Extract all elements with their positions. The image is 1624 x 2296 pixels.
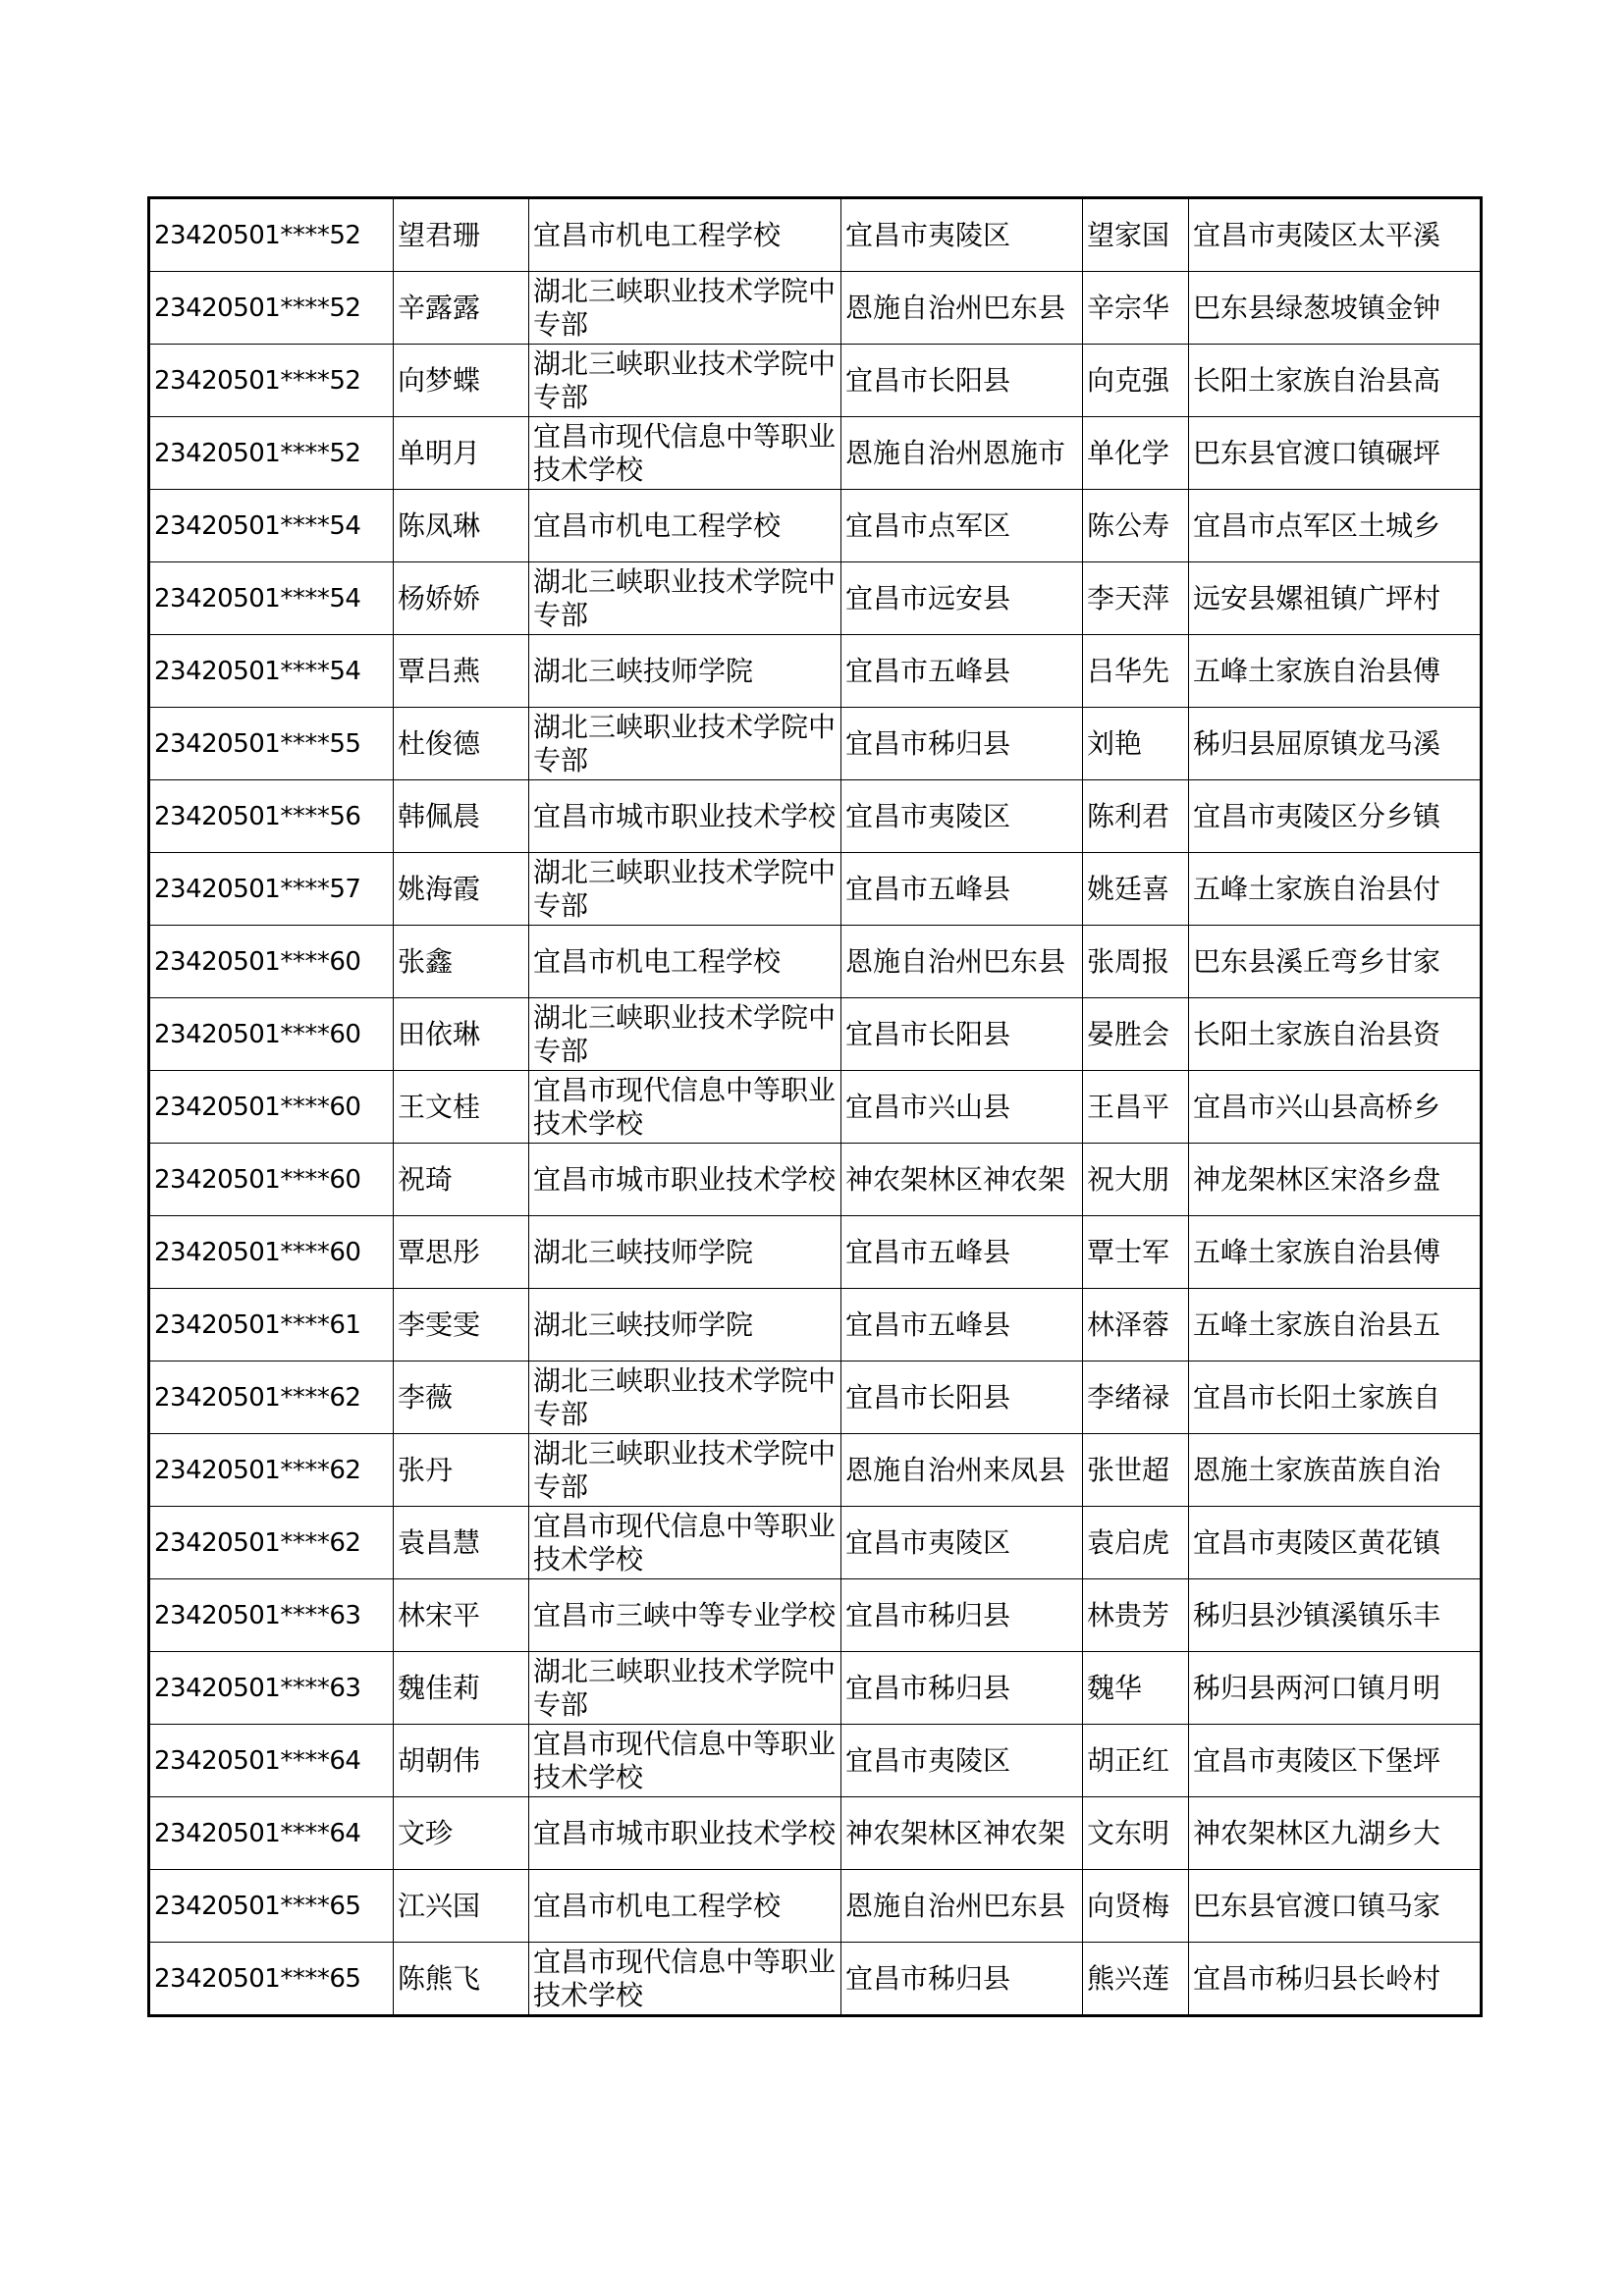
cell-id-number: 23420501****64 <box>149 1725 394 1797</box>
cell-address: 五峰土家族自治县傅 <box>1189 1216 1482 1289</box>
cell-guardian-name: 王昌平 <box>1083 1071 1189 1144</box>
table-row <box>149 1434 1482 1507</box>
cell-student-name: 林宋平 <box>394 1579 529 1652</box>
cell-school-name: 宜昌市三峡中等专业学校 <box>529 1579 841 1652</box>
table-row <box>149 1725 1482 1797</box>
cell-id-number: 23420501****54 <box>149 562 394 635</box>
cell-id-number: 23420501****61 <box>149 1289 394 1362</box>
cell-home-region: 宜昌市长阳县 <box>841 998 1083 1071</box>
cell-school-name: 湖北三峡职业技术学院中专部 <box>529 345 841 417</box>
cell-student-name: 单明月 <box>394 417 529 490</box>
cell-home-region: 神农架林区神农架 <box>841 1144 1083 1216</box>
cell-home-region: 宜昌市秭归县 <box>841 1943 1083 2016</box>
cell-id-number: 23420501****65 <box>149 1870 394 1943</box>
cell-student-name: 李雯雯 <box>394 1289 529 1362</box>
cell-student-name: 望君珊 <box>394 198 529 272</box>
cell-guardian-name: 吕华先 <box>1083 635 1189 708</box>
table-row <box>149 562 1482 635</box>
table-row <box>149 926 1482 998</box>
cell-address: 宜昌市夷陵区黄花镇 <box>1189 1507 1482 1579</box>
cell-school-name: 宜昌市城市职业技术学校 <box>529 1144 841 1216</box>
cell-address: 长阳土家族自治县资 <box>1189 998 1482 1071</box>
cell-id-number: 23420501****65 <box>149 1943 394 2016</box>
cell-school-name: 宜昌市现代信息中等职业技术学校 <box>529 1507 841 1579</box>
cell-home-region: 宜昌市五峰县 <box>841 1216 1083 1289</box>
cell-id-number: 23420501****62 <box>149 1434 394 1507</box>
cell-address: 五峰土家族自治县傅 <box>1189 635 1482 708</box>
cell-home-region: 宜昌市兴山县 <box>841 1071 1083 1144</box>
table-row <box>149 1579 1482 1652</box>
cell-id-number: 23420501****60 <box>149 1144 394 1216</box>
cell-address: 恩施土家族苗族自治 <box>1189 1434 1482 1507</box>
cell-address: 巴东县溪丘弯乡甘家 <box>1189 926 1482 998</box>
cell-home-region: 宜昌市秭归县 <box>841 1652 1083 1725</box>
cell-guardian-name: 祝大朋 <box>1083 1144 1189 1216</box>
student-table-container <box>147 196 1483 2017</box>
cell-id-number: 23420501****63 <box>149 1652 394 1725</box>
cell-home-region: 恩施自治州来凤县 <box>841 1434 1083 1507</box>
cell-school-name: 湖北三峡技师学院 <box>529 1289 841 1362</box>
cell-guardian-name: 文东明 <box>1083 1797 1189 1870</box>
table-row <box>149 708 1482 780</box>
cell-home-region: 宜昌市点军区 <box>841 490 1083 562</box>
table-row <box>149 1144 1482 1216</box>
cell-school-name: 宜昌市机电工程学校 <box>529 1870 841 1943</box>
table-row <box>149 635 1482 708</box>
cell-school-name: 湖北三峡职业技术学院中专部 <box>529 562 841 635</box>
cell-school-name: 宜昌市现代信息中等职业技术学校 <box>529 417 841 490</box>
cell-home-region: 宜昌市夷陵区 <box>841 198 1083 272</box>
table-row <box>149 1870 1482 1943</box>
cell-guardian-name: 姚廷喜 <box>1083 853 1189 926</box>
cell-id-number: 23420501****60 <box>149 1216 394 1289</box>
cell-guardian-name: 向克强 <box>1083 345 1189 417</box>
cell-student-name: 胡朝伟 <box>394 1725 529 1797</box>
cell-school-name: 宜昌市现代信息中等职业技术学校 <box>529 1725 841 1797</box>
cell-student-name: 江兴国 <box>394 1870 529 1943</box>
cell-home-region: 宜昌市长阳县 <box>841 1362 1083 1434</box>
cell-id-number: 23420501****52 <box>149 345 394 417</box>
cell-address: 五峰土家族自治县五 <box>1189 1289 1482 1362</box>
cell-school-name: 宜昌市机电工程学校 <box>529 926 841 998</box>
cell-id-number: 23420501****60 <box>149 926 394 998</box>
cell-school-name: 湖北三峡职业技术学院中专部 <box>529 1652 841 1725</box>
table-row <box>149 1216 1482 1289</box>
cell-home-region: 神农架林区神农架 <box>841 1797 1083 1870</box>
cell-school-name: 湖北三峡职业技术学院中专部 <box>529 853 841 926</box>
cell-student-name: 杜俊德 <box>394 708 529 780</box>
cell-id-number: 23420501****54 <box>149 635 394 708</box>
table-row <box>149 490 1482 562</box>
table-body <box>149 198 1482 2016</box>
table-row <box>149 417 1482 490</box>
table-row <box>149 780 1482 853</box>
cell-home-region: 恩施自治州巴东县 <box>841 926 1083 998</box>
cell-address: 宜昌市点军区土城乡 <box>1189 490 1482 562</box>
cell-guardian-name: 向贤梅 <box>1083 1870 1189 1943</box>
table-row <box>149 1362 1482 1434</box>
cell-student-name: 祝琦 <box>394 1144 529 1216</box>
cell-address: 神龙架林区宋洛乡盘 <box>1189 1144 1482 1216</box>
cell-student-name: 陈熊飞 <box>394 1943 529 2016</box>
cell-home-region: 恩施自治州巴东县 <box>841 272 1083 345</box>
cell-home-region: 宜昌市秭归县 <box>841 1579 1083 1652</box>
cell-guardian-name: 李绪禄 <box>1083 1362 1189 1434</box>
cell-home-region: 恩施自治州巴东县 <box>841 1870 1083 1943</box>
cell-guardian-name: 熊兴莲 <box>1083 1943 1189 2016</box>
cell-school-name: 宜昌市城市职业技术学校 <box>529 780 841 853</box>
cell-guardian-name: 晏胜会 <box>1083 998 1189 1071</box>
cell-home-region: 宜昌市秭归县 <box>841 708 1083 780</box>
cell-student-name: 张鑫 <box>394 926 529 998</box>
table-row <box>149 1652 1482 1725</box>
cell-school-name: 宜昌市现代信息中等职业技术学校 <box>529 1071 841 1144</box>
cell-student-name: 张丹 <box>394 1434 529 1507</box>
cell-address: 秭归县两河口镇月明 <box>1189 1652 1482 1725</box>
cell-address: 巴东县绿葱坡镇金钟 <box>1189 272 1482 345</box>
cell-address: 宜昌市夷陵区下堡坪 <box>1189 1725 1482 1797</box>
cell-student-name: 陈凤琳 <box>394 490 529 562</box>
cell-home-region: 宜昌市长阳县 <box>841 345 1083 417</box>
cell-address: 秭归县屈原镇龙马溪 <box>1189 708 1482 780</box>
cell-address: 远安县嫘祖镇广坪村 <box>1189 562 1482 635</box>
cell-school-name: 湖北三峡职业技术学院中专部 <box>529 1434 841 1507</box>
cell-guardian-name: 张世超 <box>1083 1434 1189 1507</box>
cell-guardian-name: 李天萍 <box>1083 562 1189 635</box>
cell-school-name: 湖北三峡职业技术学院中专部 <box>529 708 841 780</box>
cell-student-name: 王文桂 <box>394 1071 529 1144</box>
cell-home-region: 宜昌市五峰县 <box>841 1289 1083 1362</box>
cell-student-name: 覃吕燕 <box>394 635 529 708</box>
cell-address: 宜昌市秭归县长岭村 <box>1189 1943 1482 2016</box>
cell-school-name: 湖北三峡技师学院 <box>529 1216 841 1289</box>
cell-student-name: 向梦蝶 <box>394 345 529 417</box>
cell-guardian-name: 陈利君 <box>1083 780 1189 853</box>
cell-student-name: 韩佩晨 <box>394 780 529 853</box>
cell-school-name: 湖北三峡职业技术学院中专部 <box>529 1362 841 1434</box>
cell-id-number: 23420501****56 <box>149 780 394 853</box>
cell-guardian-name: 林泽蓉 <box>1083 1289 1189 1362</box>
cell-student-name: 文珍 <box>394 1797 529 1870</box>
cell-id-number: 23420501****54 <box>149 490 394 562</box>
cell-guardian-name: 辛宗华 <box>1083 272 1189 345</box>
cell-id-number: 23420501****62 <box>149 1507 394 1579</box>
cell-school-name: 湖北三峡技师学院 <box>529 635 841 708</box>
cell-home-region: 恩施自治州恩施市 <box>841 417 1083 490</box>
student-table <box>147 196 1483 2017</box>
cell-student-name: 姚海霞 <box>394 853 529 926</box>
cell-home-region: 宜昌市夷陵区 <box>841 1725 1083 1797</box>
cell-school-name: 湖北三峡职业技术学院中专部 <box>529 272 841 345</box>
table-row <box>149 998 1482 1071</box>
cell-home-region: 宜昌市五峰县 <box>841 853 1083 926</box>
cell-student-name: 杨娇娇 <box>394 562 529 635</box>
table-row <box>149 1507 1482 1579</box>
cell-id-number: 23420501****62 <box>149 1362 394 1434</box>
cell-school-name: 宜昌市机电工程学校 <box>529 490 841 562</box>
cell-student-name: 袁昌慧 <box>394 1507 529 1579</box>
cell-address: 巴东县官渡口镇马家 <box>1189 1870 1482 1943</box>
cell-home-region: 宜昌市夷陵区 <box>841 1507 1083 1579</box>
cell-id-number: 23420501****63 <box>149 1579 394 1652</box>
cell-address: 神农架林区九湖乡大 <box>1189 1797 1482 1870</box>
table-row <box>149 1797 1482 1870</box>
cell-guardian-name: 刘艳 <box>1083 708 1189 780</box>
table-row <box>149 1289 1482 1362</box>
cell-guardian-name: 陈公寿 <box>1083 490 1189 562</box>
table-row <box>149 1071 1482 1144</box>
cell-home-region: 宜昌市五峰县 <box>841 635 1083 708</box>
cell-student-name: 辛露露 <box>394 272 529 345</box>
table-row <box>149 345 1482 417</box>
cell-address: 五峰土家族自治县付 <box>1189 853 1482 926</box>
cell-student-name: 田依琳 <box>394 998 529 1071</box>
cell-student-name: 李薇 <box>394 1362 529 1434</box>
cell-id-number: 23420501****64 <box>149 1797 394 1870</box>
cell-id-number: 23420501****55 <box>149 708 394 780</box>
table-row <box>149 272 1482 345</box>
cell-guardian-name: 袁启虎 <box>1083 1507 1189 1579</box>
cell-school-name: 宜昌市现代信息中等职业技术学校 <box>529 1943 841 2016</box>
cell-address: 宜昌市夷陵区太平溪 <box>1189 198 1482 272</box>
cell-address: 宜昌市长阳土家族自 <box>1189 1362 1482 1434</box>
cell-school-name: 湖北三峡职业技术学院中专部 <box>529 998 841 1071</box>
cell-address: 宜昌市兴山县高桥乡 <box>1189 1071 1482 1144</box>
cell-id-number: 23420501****52 <box>149 417 394 490</box>
cell-home-region: 宜昌市夷陵区 <box>841 780 1083 853</box>
cell-id-number: 23420501****60 <box>149 1071 394 1144</box>
cell-address: 秭归县沙镇溪镇乐丰 <box>1189 1579 1482 1652</box>
cell-guardian-name: 张周报 <box>1083 926 1189 998</box>
cell-home-region: 宜昌市远安县 <box>841 562 1083 635</box>
cell-school-name: 宜昌市机电工程学校 <box>529 198 841 272</box>
cell-id-number: 23420501****52 <box>149 198 394 272</box>
cell-id-number: 23420501****52 <box>149 272 394 345</box>
cell-guardian-name: 胡正红 <box>1083 1725 1189 1797</box>
cell-guardian-name: 单化学 <box>1083 417 1189 490</box>
cell-school-name: 宜昌市城市职业技术学校 <box>529 1797 841 1870</box>
cell-guardian-name: 林贵芳 <box>1083 1579 1189 1652</box>
cell-student-name: 覃思彤 <box>394 1216 529 1289</box>
cell-id-number: 23420501****60 <box>149 998 394 1071</box>
cell-student-name: 魏佳莉 <box>394 1652 529 1725</box>
table-row <box>149 198 1482 272</box>
cell-guardian-name: 望家国 <box>1083 198 1189 272</box>
cell-guardian-name: 覃士军 <box>1083 1216 1189 1289</box>
cell-address: 长阳土家族自治县高 <box>1189 345 1482 417</box>
cell-address: 巴东县官渡口镇碾坪 <box>1189 417 1482 490</box>
cell-address: 宜昌市夷陵区分乡镇 <box>1189 780 1482 853</box>
cell-guardian-name: 魏华 <box>1083 1652 1189 1725</box>
cell-id-number: 23420501****57 <box>149 853 394 926</box>
table-row <box>149 853 1482 926</box>
table-row <box>149 1943 1482 2016</box>
